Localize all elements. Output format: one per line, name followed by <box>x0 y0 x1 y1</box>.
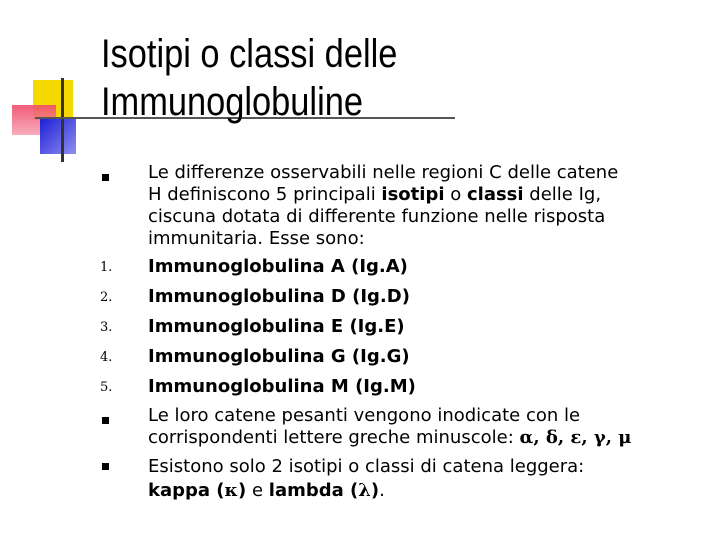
number-marker-2: 2. <box>100 290 113 305</box>
heavy-line-2 <box>148 426 708 450</box>
number-marker-4: 4. <box>100 350 113 365</box>
lambda-label: lambda ( <box>268 480 359 501</box>
heavy-line-1: Le loro catene pesanti vengono inodicate con le <box>148 405 581 426</box>
slide-title <box>101 30 600 126</box>
heavy-text: corrispondenti lettere greche minuscole: <box>148 427 520 448</box>
intro-text: o <box>444 184 467 205</box>
title-line-1: Isotipi o classi delle <box>101 32 398 76</box>
class-item-e: Immunoglobulina E (Ig.E) <box>148 316 405 337</box>
square-bullet <box>102 463 109 470</box>
class-item-d: Immunoglobulina D (Ig.D) <box>148 286 410 307</box>
number-marker-3: 3. <box>100 320 113 335</box>
class-item-g: Immunoglobulina G (Ig.G) <box>148 346 410 367</box>
classi-term: classi <box>466 184 524 205</box>
lambda-symbol: λ <box>358 480 371 501</box>
vertical-rule <box>61 78 64 162</box>
intro-line-4: immunitaria. Esse sono: <box>148 228 365 249</box>
square-bullet <box>102 174 109 181</box>
isotipi-term: isotipi <box>381 184 445 205</box>
light-line-2 <box>148 479 708 503</box>
intro-line-1: Le differenze osservabili nelle regioni C delle catene <box>148 162 619 183</box>
intro-text: delle Ig, <box>523 184 602 205</box>
square-bullet <box>102 417 109 424</box>
class-item-a: Immunoglobulina A (Ig.A) <box>148 256 408 277</box>
lambda-close: ) <box>370 480 380 501</box>
intro-line-3: ciscuna dotata di differente funzione nelle risposta <box>148 206 606 227</box>
join-text: e <box>246 480 269 501</box>
kappa-symbol: κ <box>224 480 239 501</box>
intro-text: H definiscono 5 principali <box>148 184 382 205</box>
blue-square <box>40 118 76 154</box>
greek-letters: α, δ, ε, γ, μ <box>519 427 632 448</box>
kappa-label: kappa ( <box>148 480 225 501</box>
intro-line-2 <box>148 183 708 207</box>
kappa-close: ) <box>238 480 247 501</box>
number-marker-1: 1. <box>100 260 113 275</box>
period: . <box>379 480 385 501</box>
class-item-m: Immunoglobulina M (Ig.M) <box>148 376 416 397</box>
number-marker-5: 5. <box>100 380 113 395</box>
light-line-1: Esistono solo 2 isotipi o classi di catena leggera: <box>148 456 585 477</box>
title-line-2: Immunoglobuline <box>101 80 363 124</box>
decorative-graphic <box>0 0 110 170</box>
